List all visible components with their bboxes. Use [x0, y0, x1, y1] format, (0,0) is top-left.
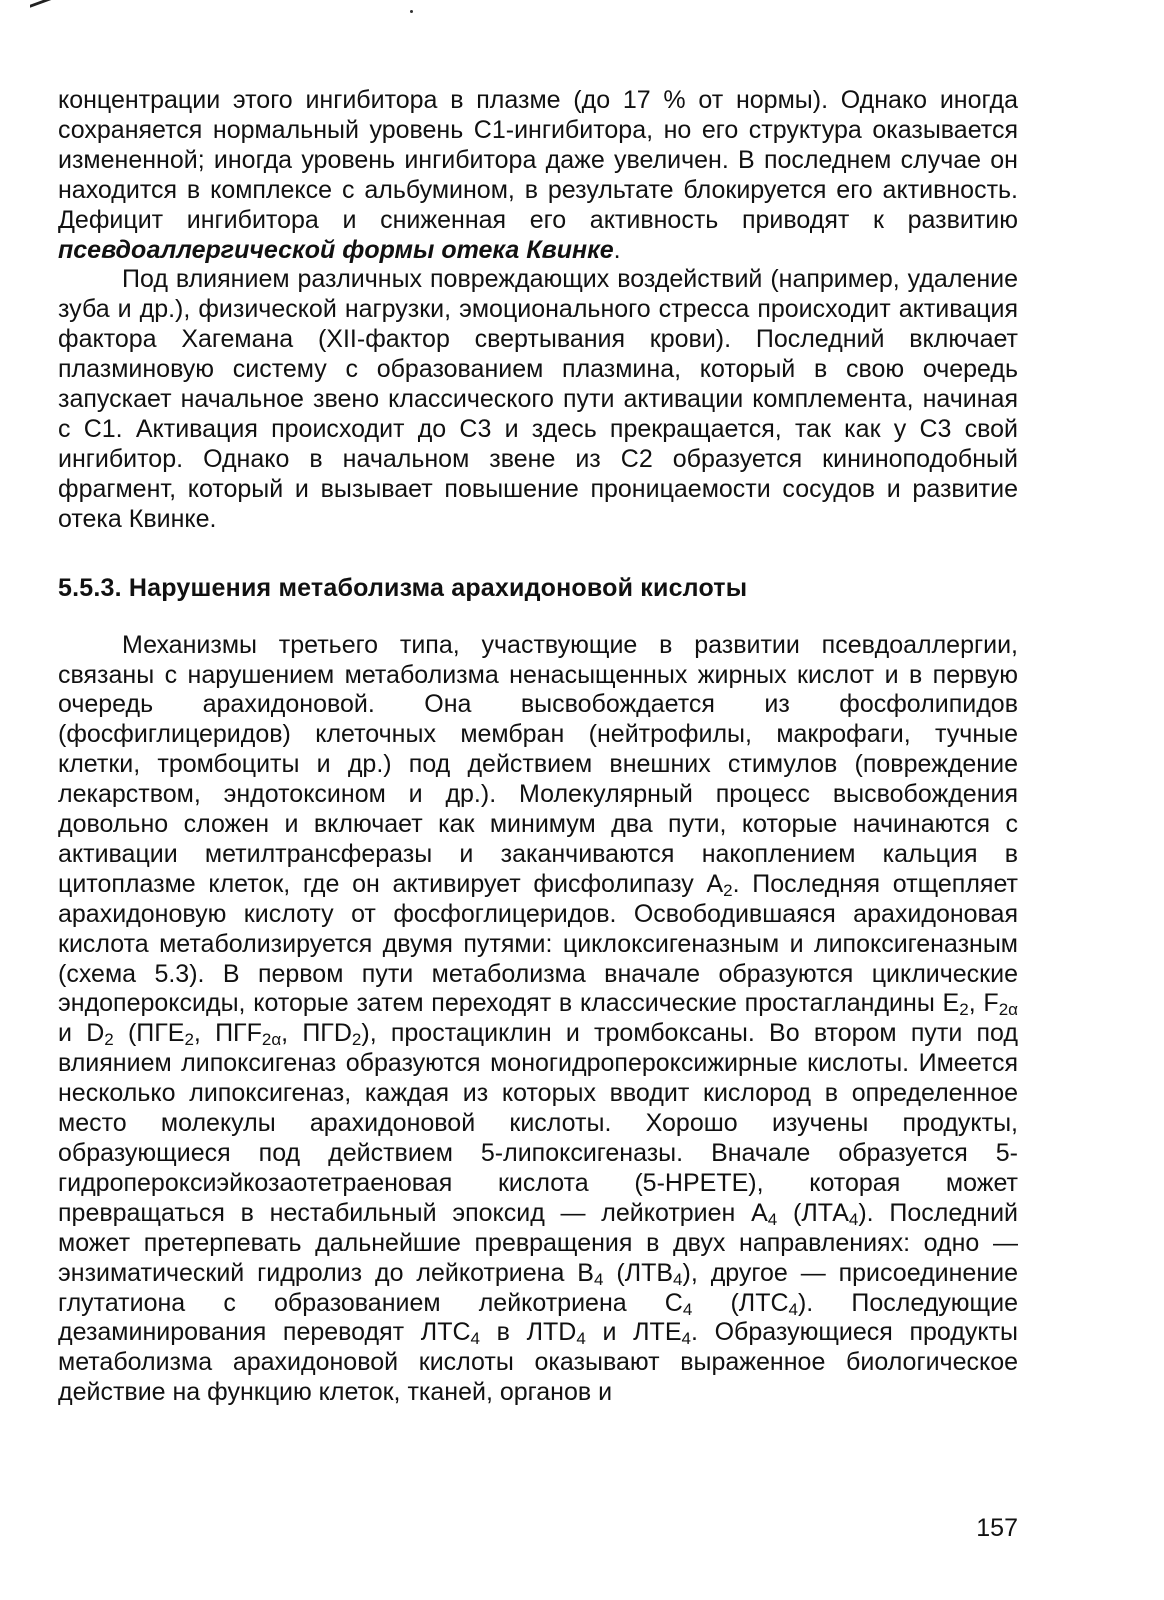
paragraph-1-end: .	[613, 235, 621, 264]
paragraph-3-text: (ПГЕ	[113, 1019, 185, 1048]
paragraph-3-text: (ЛТВ	[603, 1258, 674, 1287]
scan-edge-mark	[30, 0, 56, 8]
subscript: 4	[788, 1299, 798, 1319]
paragraph-3-text: ). Последний может претерпевать дальнейшие превращения в двух направлениях: одно — энзиматический гидролиз до лейкотриена В	[58, 1198, 1019, 1287]
paragraph-3-text: ), другое — присоединение глутатиона с образованием лейкотриена С	[58, 1258, 1018, 1317]
paragraph-3	[58, 631, 1018, 1409]
paragraph-3-text: Механизмы третьего типа, участвующие в развитии псевдоаллергии, связаны с нарушением метаболизма ненасыщенных жирных кислот и в первую очередь арахидоновой. Она высвобождается из фосфолипидов (фосфиглицеридов) клеточных мембран (нейтрофилы, макрофаги, тучные клетки, тромбоциты и др.) под действием внешних стимулов (повреждение лекарством, эндотоксином и др.). Молекулярный процесс высвобождения довольно сложен и включает как минимум два пути, которые начинаются с активации метилтрансферазы и заканчиваются накоплением кальция в цитоплазме клеток, где он активирует фисфолипазу А	[58, 630, 1018, 898]
paragraph-3-text: ), простациклин и тромбоксаны. Во втором пути под влиянием липоксигеназ образуются моногидропероксижирные кислоты. Имеется несколько липоксигеназ, каждая из которых вводит кислород в определенное место молекулы арахидоновой кислоты. Хорошо изучены продукты, образующиеся под действием 5-липоксигеназы. Вначале образуется 5-гидропероксиэйкозаотетраеновая кислота (5-НРЕТЕ), которая может превращаться в нестабильный эпоксид — лейкотриен А	[58, 1019, 1019, 1227]
paragraph-3-text: (ЛТС	[692, 1288, 789, 1317]
paragraph-1-emphasis: псевдоаллергической формы отека Квинке	[58, 235, 614, 264]
subscript: 4	[848, 1209, 859, 1229]
subscript: 2	[959, 1000, 969, 1020]
paragraph-2-text: Под влиянием различных повреждающих воздействий (например, удаление зуба и др.), физической нагрузки, эмоционального стресса происходит активация фактора Хагемана (XII-фактор свертывания крови). Последний включает плазминовую систему с образованием плазмина, который в свою очередь запускает начальное звено классического пути активации комплемента, начиная с С1. Активация происходит до С3 и здесь прекращается, так как у С3 свой ингибитор. Однако в начальном звене из С2 образуется кининоподобный фрагмент, который и вызывает повышение проницаемости сосудов и развитие отека Квинке.	[58, 265, 1018, 533]
subscript: 4	[576, 1329, 586, 1349]
page-number: 157	[976, 1514, 1018, 1542]
paragraph-3-text: (ЛТА	[777, 1198, 849, 1227]
subscript: 4	[593, 1269, 604, 1289]
page-body	[58, 86, 1018, 1408]
paragraph-2	[58, 265, 1018, 534]
paragraph-3-text: и D	[58, 1019, 105, 1048]
paragraph-3-text: , ПГD	[281, 1019, 352, 1048]
paragraph-3-text: . Образующиеся продукты метаболизма арахидоновой кислоты оказывают выраженное биологическое действие на функцию клеток, тканей, органов и	[58, 1318, 1018, 1407]
paragraph-3-text: и ЛТЕ	[585, 1318, 682, 1347]
subscript: 4	[767, 1209, 778, 1229]
paragraph-1	[58, 86, 1018, 265]
paragraph-3-text: в ЛТD	[479, 1318, 577, 1347]
paragraph-3-text: , F	[968, 989, 999, 1018]
paragraph-3-text: , ПГF	[193, 1019, 262, 1048]
paragraph-3-text: . Последняя отщепляет арахидоновую кислоту от фосфоглицеридов. Освободившаяся арахидоновая кислота метаболизируется двумя путями: циклоксигеназным и липоксигеназным (схема 5.3). В первом пути метаболизма вначале образуются циклические эндопероксиды, которые затем переходят в классические простагландины Е	[58, 869, 1018, 1018]
subscript: 4	[673, 1269, 683, 1289]
paragraph-3-text: ). Последующие дезаминирования переводят ЛТС	[58, 1288, 1018, 1347]
subscript: 2	[104, 1030, 114, 1050]
subscript: 4	[470, 1329, 480, 1349]
section-heading: 5.5.3. Нарушения метаболизма арахидоновой кислоты	[58, 573, 748, 602]
subscript: 2	[723, 880, 733, 900]
subscript: 2α	[261, 1030, 282, 1050]
subscript: 2α	[998, 1000, 1018, 1020]
paragraph-1-text: концентрации этого ингибитора в плазме (до 17 % от нормы). Однако иногда сохраняется нормальный уровень С1-ингибитора, но его структура оказывается измененной; иногда уровень ингибитора даже увеличен. В последнем случае он находится в комплексе с альбумином, в результате блокируется его активность. Дефицит ингибитора и сниженная его активность приводят к развитию	[58, 86, 1018, 234]
scan-speck	[410, 10, 413, 13]
subscript: 4	[682, 1299, 693, 1319]
subscript: 4	[681, 1329, 691, 1349]
subscript: 2	[351, 1030, 362, 1050]
subscript: 2	[184, 1030, 194, 1050]
